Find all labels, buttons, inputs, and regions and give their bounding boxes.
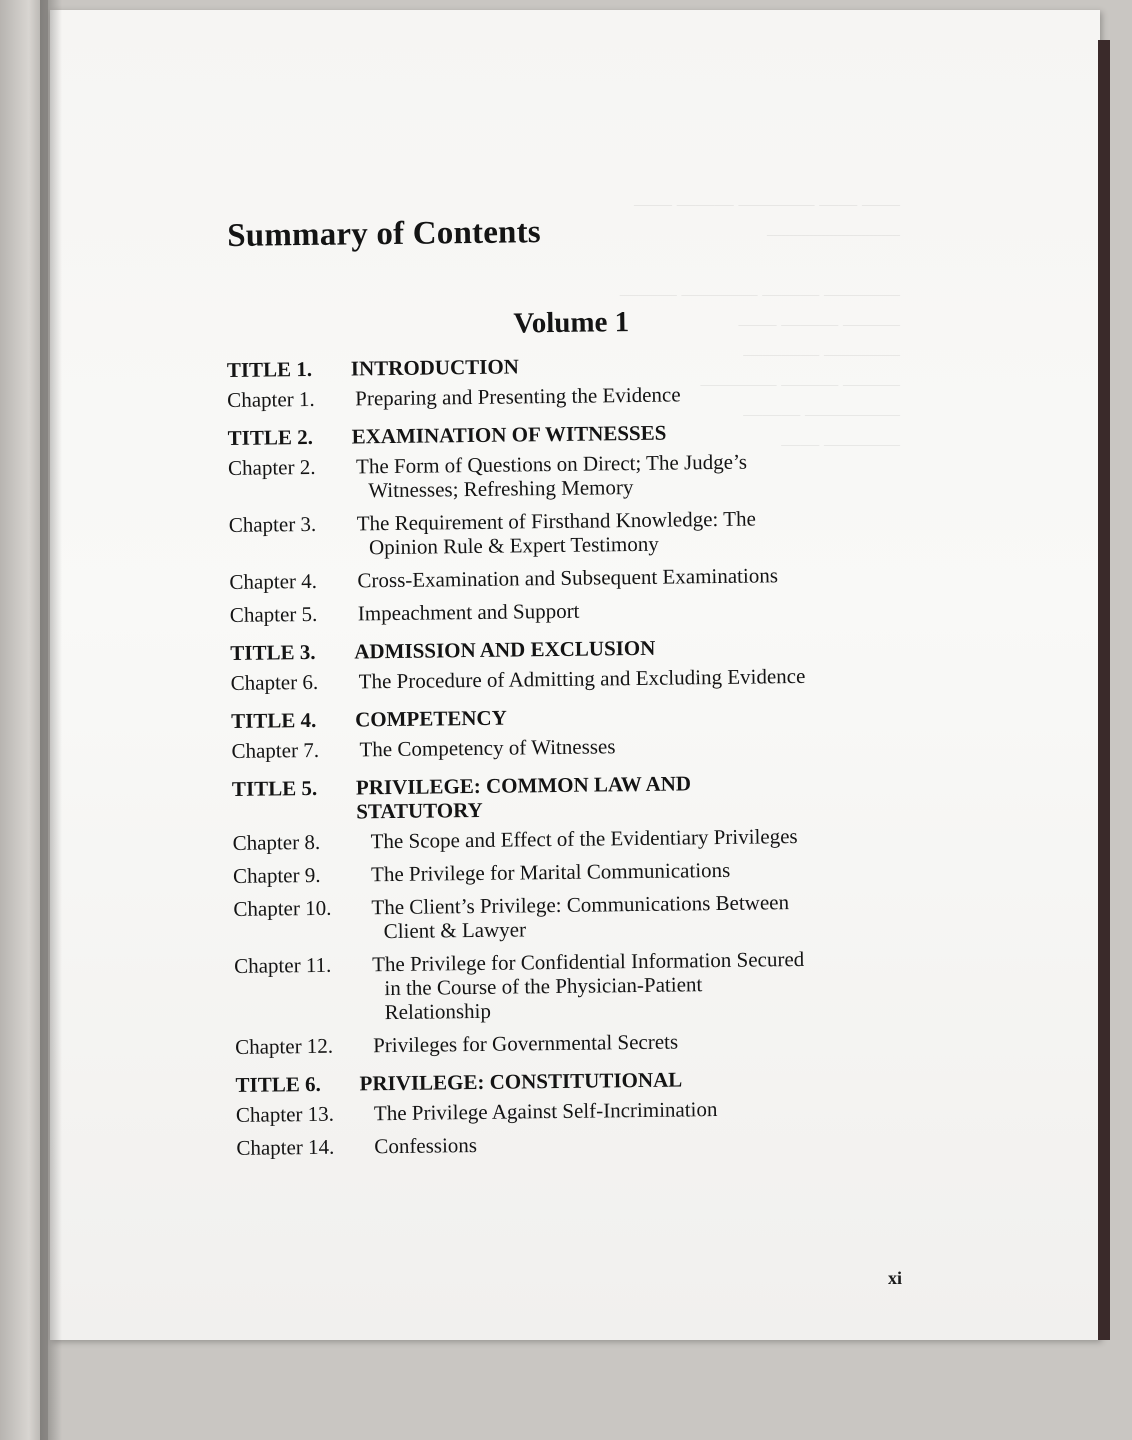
- chapter-title: Cross-Examination and Subsequent Examinations: [357, 563, 779, 593]
- chapter-entry: [233, 856, 923, 888]
- chapter-number: Chapter 6.: [230, 669, 319, 695]
- title-number: TITLE 3.: [230, 639, 316, 665]
- chapter-entry: [234, 946, 925, 1026]
- chapter-number: Chapter 12.: [234, 1033, 334, 1059]
- chapter-title: Confessions: [374, 1132, 478, 1159]
- chapter-number: Chapter 10.: [233, 895, 332, 921]
- chapter-number: Chapter 11.: [233, 952, 332, 978]
- chapter-number: Chapter 8.: [232, 829, 321, 855]
- title-name: PRIVILEGE: CONSTITUTIONAL: [359, 1067, 683, 1096]
- title-name: PRIVILEGE: COMMON LAW AND STATUTORY: [355, 771, 692, 824]
- chapter-number: Chapter 2.: [227, 454, 316, 480]
- chapter-number: Chapter 3.: [228, 511, 317, 537]
- chapter-title: Impeachment and Support: [357, 598, 580, 626]
- title-name: COMPETENCY: [354, 705, 507, 732]
- title-heading: [232, 769, 923, 825]
- spine-shadow: [40, 0, 62, 1440]
- title-heading: [230, 633, 920, 665]
- title-section: [232, 769, 925, 1059]
- title-section: [231, 701, 922, 763]
- title-section: [227, 350, 918, 412]
- title-section: [228, 418, 920, 627]
- page-title: Summary of Contents: [226, 214, 542, 254]
- chapter-entry: [229, 562, 919, 594]
- chapter-title: Preparing and Presenting the Evidence: [355, 382, 681, 411]
- chapter-title: The Privilege Against Self-Incrimination: [373, 1097, 718, 1126]
- chapter-number: Chapter 7.: [231, 737, 320, 763]
- title-heading: [228, 418, 918, 450]
- chapter-number: Chapter 9.: [232, 862, 321, 888]
- chapter-title: The Client’s Privilege: Communications Between Client & Lawyer: [371, 890, 790, 944]
- chapter-entry: [236, 1095, 926, 1127]
- title-number: TITLE 6.: [235, 1071, 321, 1097]
- chapter-title: Privileges for Governmental Secrets: [372, 1029, 679, 1058]
- title-number: TITLE 5.: [231, 775, 318, 801]
- volume-heading: Volume 1: [513, 306, 630, 340]
- title-number: TITLE 4.: [230, 707, 317, 733]
- title-name: ADMISSION AND EXCLUSION: [354, 635, 656, 664]
- chapter-title: The Privilege for Confidential Information Secured in the Course of the Physician-Patient Relationship: [371, 946, 805, 1025]
- chapter-entry: [227, 380, 917, 412]
- chapter-title: The Requirement of Firsthand Knowledge: The Opinion Rule & Expert Testimony: [356, 506, 756, 560]
- title-number: TITLE 2.: [227, 424, 314, 450]
- chapter-number: Chapter 13.: [235, 1101, 335, 1127]
- chapter-title: The Form of Questions on Direct; The Judge’s Witnesses; Refreshing Memory: [355, 449, 748, 503]
- title-section: [235, 1065, 926, 1160]
- title-name: INTRODUCTION: [350, 354, 520, 381]
- chapter-entry: [232, 823, 922, 855]
- title-heading: [227, 350, 917, 382]
- chapter-number: Chapter 4.: [229, 568, 318, 594]
- chapter-entry: [235, 1027, 925, 1059]
- chapter-entry: [229, 505, 920, 561]
- chapter-title: The Competency of Witnesses: [359, 734, 616, 762]
- chapter-title: The Privilege for Marital Communications: [370, 857, 731, 887]
- title-number: TITLE 1.: [226, 356, 313, 382]
- chapter-entry: [230, 595, 920, 627]
- chapter-entry: [231, 731, 921, 763]
- chapter-entry: [228, 448, 919, 504]
- chapter-entry: [233, 889, 924, 945]
- chapter-number: Chapter 5.: [229, 601, 318, 627]
- chapter-entry: [231, 663, 921, 695]
- cover-edge: [1098, 40, 1110, 1340]
- chapter-title: The Scope and Effect of the Evidentiary Privileges: [370, 824, 798, 854]
- chapter-entry: [236, 1128, 926, 1160]
- title-name: EXAMINATION OF WITNESSES: [351, 420, 667, 449]
- title-heading: [235, 1065, 925, 1097]
- contents-body: [225, 210, 927, 1174]
- chapter-number: Chapter 1.: [227, 386, 315, 412]
- page-number: xi: [888, 1268, 903, 1288]
- title-heading: [231, 701, 921, 733]
- chapter-title: The Procedure of Admitting and Excluding Evidence: [358, 663, 806, 694]
- chapter-number: Chapter 14.: [236, 1134, 335, 1160]
- title-section: [230, 633, 921, 695]
